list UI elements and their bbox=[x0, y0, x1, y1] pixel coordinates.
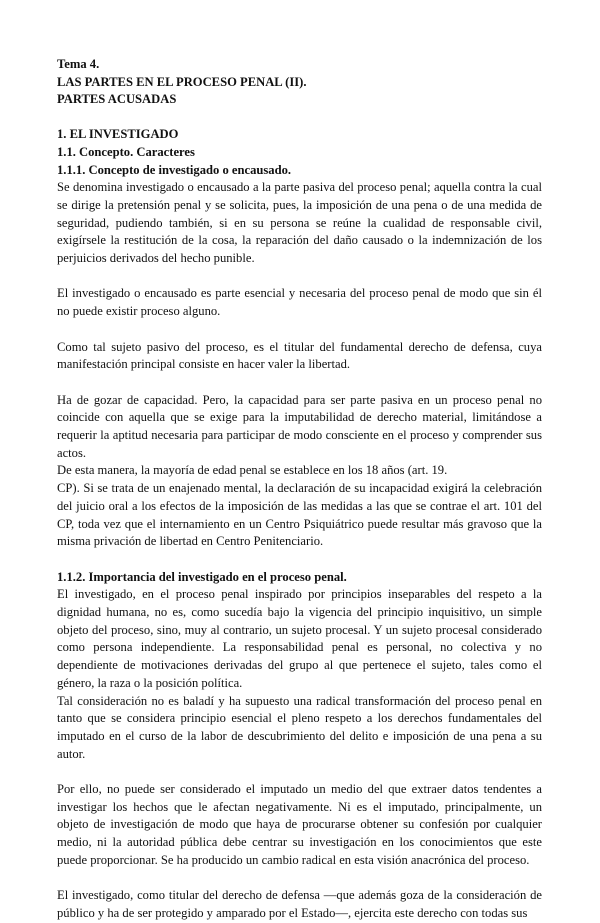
paragraph-age: De esta manera, la mayoría de edad penal se establece en los 18 años (art. 19. bbox=[57, 463, 448, 478]
document-title-line1: LAS PARTES EN EL PROCESO PENAL (II). bbox=[57, 74, 307, 89]
section-heading-1-1: 1.1. Concepto. Caracteres bbox=[57, 144, 195, 159]
paragraph-procedural-subject: El investigado, en el proceso penal inspirado por principios inseparables del respeto a la dignidad humana, no es, como sucedía bajo la vigencia del principio inquisitivo, un simple objeto del proceso, sino, muy al contrario, un sujeto procesal. Y un sujeto procesal considerado como persona independiente. La responsabilidad penal es personal, no colectiva y no dependiente de motivaciones derivadas del grupo al que pertenece el sujeto, tales como el género, la raza o la posición política. bbox=[57, 587, 542, 690]
paragraph-mental-incapacity: CP). Si se trata de un enajenado mental, la declaración de su incapacidad exigirá la celebración del juicio oral a los efectos de la imposición de las medidas a las que se contrae el art. 101 del CP, toda vez que el internamiento en un Centro Psiquiátrico puede resultar más gravoso que la misma privación de libertad en Centro Penitenciario. bbox=[57, 481, 542, 549]
section-heading-1: 1. EL INVESTIGADO bbox=[57, 127, 179, 142]
paragraph-capacity: Ha de gozar de capacidad. Pero, la capacidad para ser parte pasiva en un proceso penal no coincide con aquella que se exige para la imputabilidad de derecho material, limitándose a requerir la aptitud necesaria para participar de modo consciente en el proceso y comprender sus actos. bbox=[57, 392, 542, 460]
document-title-line2: PARTES ACUSADAS bbox=[57, 92, 177, 107]
topic-label: Tema 4. bbox=[57, 57, 100, 71]
section-heading-1-1-1: 1.1.1. Concepto de investigado o encausado. bbox=[57, 162, 292, 177]
paragraph-definition: Se denomina investigado o encausado a la parte pasiva del proceso penal; aquella contra la cual se dirige la pretensión penal y se solicita, pues, la imposición de una pena o de una medida de seguridad, pudiendo también, si en su persona se reúne la cualidad de responsable civil, exigírsele la restitución de la cosa, la reparación del daño causado o la indemnización de los perjuicios derivados del hecho punible. bbox=[57, 180, 542, 266]
section-heading-1-1-2: 1.1.2. Importancia del investigado en el proceso penal. bbox=[57, 569, 347, 584]
paragraph-not-a-means: Por ello, no puede ser considerado el imputado un medio del que extraer datos tendentes a investigar los hechos que le afectan negativamente. Ni es el imputado, principalmente, un objeto de investigación de modo que haya de procurarse obtener su confesión por cualquier medio, ni la autoridad pública debe centrar su investigación en los conocimientos que este puede proporcionar. Se ha producido un cambio radical en esta visión anacrónica del proceso. bbox=[57, 782, 542, 867]
paragraph-fundamental-rights: Tal consideración no es baladí y ha supuesto una radical transformación del proceso penal en tanto que se considera principio esencial el pleno respeto a los derechos fundamentales del imputado en el curso de la labor de descubrimiento del delito e imposición de una pena a su autor. bbox=[57, 693, 542, 761]
paragraph-essential-party: El investigado o encausado es parte esencial y necesaria del proceso penal de modo que sin él no puede existir proceso alguno. bbox=[57, 286, 542, 319]
document-page bbox=[57, 56, 542, 923]
paragraph-right-of-defense: El investigado, como titular del derecho de defensa —que además goza de la consideración de público y ha de ser protegido y amparado por el Estado—, ejercita este derecho con todas sus bbox=[57, 888, 542, 920]
paragraph-passive-subject: Como tal sujeto pasivo del proceso, es el titular del fundamental derecho de defensa, cuya manifestación principal consiste en hacer valer la libertad. bbox=[57, 339, 542, 372]
document-header bbox=[57, 56, 542, 109]
